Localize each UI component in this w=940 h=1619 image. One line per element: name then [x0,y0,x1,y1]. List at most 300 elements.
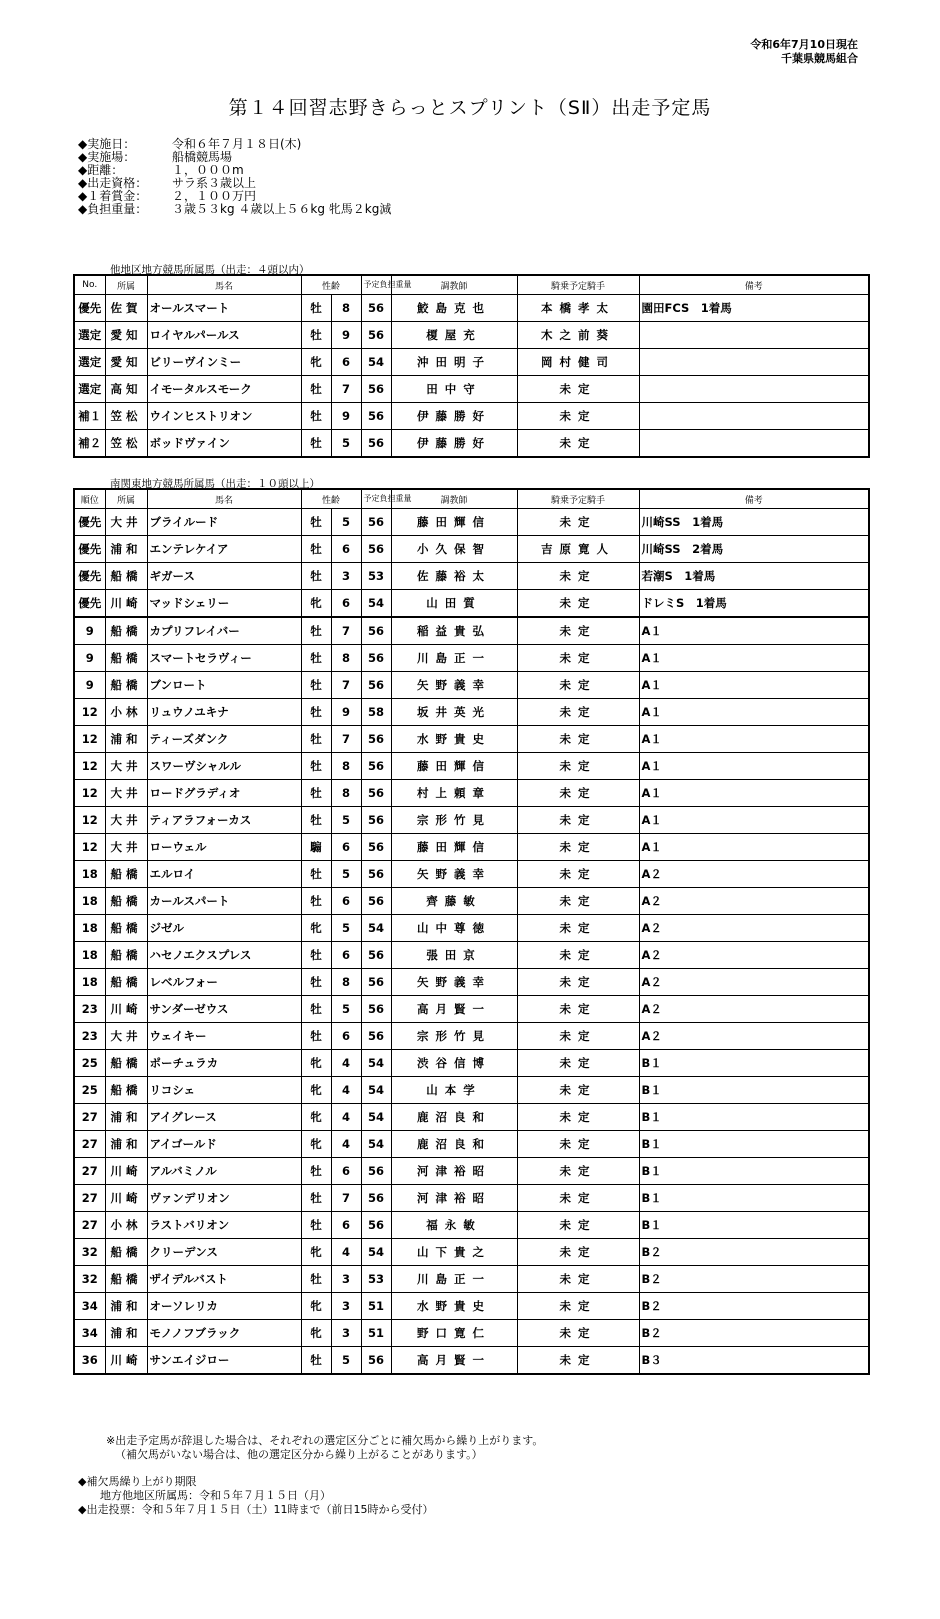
age-cell: 3 [331,1320,361,1347]
table-row [74,753,869,780]
jockey-cell: 未定 [517,1239,639,1266]
jockey-cell: 未定 [517,996,639,1023]
age-cell: 6 [331,942,361,969]
jockey-cell: 未定 [517,672,639,699]
weight-cell: 56 [361,617,391,645]
info-value: ３歳５３kg ４歳以上５６kg 牝馬２kg減 [172,202,392,216]
trainer-cell: 佐藤裕太 [391,563,517,590]
horse-name-cell: モノノフブラック [147,1320,301,1347]
age-cell: 5 [331,430,361,458]
info-value: ２，１００万円 [172,189,257,203]
info-value: １，０００m [172,163,244,177]
remarks-cell: B１ [639,1185,869,1212]
info-value: 令和６年７月１８日(木) [172,137,302,151]
rank-cell: 優先 [74,563,105,590]
sex-cell: 牝 [301,1131,331,1158]
info-label: ◆負担重量： [78,202,148,216]
jockey-cell: 未定 [517,563,639,590]
age-cell: 4 [331,1077,361,1104]
trainer-cell: 山田質 [391,590,517,618]
jockey-cell: 未定 [517,1320,639,1347]
horse-name-cell: アイゴールド [147,1131,301,1158]
sex-cell: 牝 [301,1050,331,1077]
trainer-cell: 宗形竹見 [391,807,517,834]
column-header: 騎乗予定騎手 [517,489,639,509]
column-header: 調教師 [391,275,517,295]
jockey-cell: 未定 [517,1077,639,1104]
horse-name-cell: スワーヴシャルル [147,753,301,780]
table-row [74,536,869,563]
jockey-cell: 未定 [517,1131,639,1158]
rank-cell: 25 [74,1050,105,1077]
info-label: ◆１着賞金： [78,189,148,203]
jockey-cell: 未定 [517,1212,639,1239]
remarks-cell [639,376,869,403]
trainer-cell: 川島正一 [391,645,517,672]
jockey-cell: 未定 [517,376,639,403]
age-cell: 7 [331,672,361,699]
trainer-cell: 福永敏 [391,1212,517,1239]
horse-name-cell: ギガース [147,563,301,590]
column-header: 馬名 [147,489,301,509]
sex-cell: 牝 [301,915,331,942]
weight-cell: 54 [361,349,391,376]
trainer-cell: 矢野義幸 [391,861,517,888]
trainer-cell: 矢野義幸 [391,969,517,996]
jockey-cell: 未定 [517,888,639,915]
affiliation-cell: 大井 [105,834,147,861]
jockey-cell: 未定 [517,645,639,672]
page-title: 第１４回習志野きらっとスプリント（SⅡ）出走予定馬 [228,97,712,119]
table-row [74,834,869,861]
trainer-cell: 水野貴史 [391,1293,517,1320]
weight-cell: 56 [361,295,391,322]
trainer-cell: 宗形竹見 [391,1023,517,1050]
weight-cell: 56 [361,996,391,1023]
remarks-cell: B２ [639,1293,869,1320]
jockey-cell: 未定 [517,942,639,969]
column-header: No. [74,275,105,295]
column-header: 予定負担重量 [361,489,391,509]
sex-cell: 牡 [301,1023,331,1050]
column-header: 調教師 [391,489,517,509]
table-row [74,376,869,403]
table-row [74,590,869,618]
weight-cell: 54 [361,1077,391,1104]
sex-cell: 牡 [301,1158,331,1185]
affiliation-cell: 高知 [105,376,147,403]
age-cell: 4 [331,1239,361,1266]
table1-caption: 他地区地方競馬所属馬（出走：４頭以内） [110,264,310,276]
weight-cell: 56 [361,1185,391,1212]
affiliation-cell: 船橋 [105,672,147,699]
affiliation-cell: 船橋 [105,1266,147,1293]
trainer-cell: 榎屋充 [391,322,517,349]
weight-cell: 56 [361,780,391,807]
remarks-cell: A１ [639,672,869,699]
jockey-cell: 未定 [517,861,639,888]
organization-name: 千葉県競馬組合 [781,52,858,65]
note-line-2: （補欠馬がいない場合は、他の選定区分から繰り上がることがあります。） [115,1448,483,1461]
remarks-cell: B１ [639,1050,869,1077]
weight-cell: 56 [361,861,391,888]
remarks-cell: A１ [639,834,869,861]
rank-cell: 18 [74,888,105,915]
sex-cell: 牝 [301,1239,331,1266]
table-row [74,1293,869,1320]
weight-cell: 56 [361,969,391,996]
rank-cell: 32 [74,1239,105,1266]
jockey-cell: 未定 [517,617,639,645]
trainer-cell: 野口寛仁 [391,1320,517,1347]
jockey-cell: 未定 [517,915,639,942]
jockey-cell: 未定 [517,1158,639,1185]
affiliation-cell: 愛知 [105,349,147,376]
affiliation-cell: 船橋 [105,915,147,942]
table-row [74,322,869,349]
horse-name-cell: ブライルード [147,509,301,536]
weight-cell: 54 [361,1050,391,1077]
sex-cell: 牡 [301,942,331,969]
age-cell: 8 [331,295,361,322]
age-cell: 5 [331,509,361,536]
horse-name-cell: エンテレケイア [147,536,301,563]
column-header: 備考 [639,275,869,295]
age-cell: 3 [331,563,361,590]
horse-name-cell: レベルフォー [147,969,301,996]
info-value: 船橋競馬場 [172,150,233,164]
rank-cell: 12 [74,834,105,861]
table-row [74,1266,869,1293]
horse-name-cell: マッドシェリー [147,590,301,618]
remarks-cell [639,403,869,430]
remarks-cell [639,349,869,376]
table2-caption: 南関東地方競馬所属馬（出走：１０頭以上） [110,478,320,490]
affiliation-cell: 船橋 [105,1077,147,1104]
table-row [74,430,869,458]
trainer-cell: 河津裕昭 [391,1158,517,1185]
weight-cell: 54 [361,1239,391,1266]
affiliation-cell: 小林 [105,1212,147,1239]
jockey-cell: 未定 [517,1347,639,1375]
affiliation-cell: 浦和 [105,1104,147,1131]
horse-name-cell: ビリーヴインミー [147,349,301,376]
trainer-cell: 鹿沼良和 [391,1131,517,1158]
trainer-cell: 高月賢一 [391,1347,517,1375]
affiliation-cell: 川崎 [105,1347,147,1375]
age-cell: 8 [331,780,361,807]
info-label: ◆実施場： [78,150,136,164]
remarks-cell: A１ [639,726,869,753]
entry-vote: ◆出走投票：令和５年７月１５日（土）11時まで（前日15時から受付） [78,1503,434,1516]
jockey-cell: 未定 [517,1293,639,1320]
table-row [74,403,869,430]
table-row [74,1212,869,1239]
jockey-cell: 未定 [517,403,639,430]
jockey-cell: 未定 [517,590,639,618]
affiliation-cell: 浦和 [105,1293,147,1320]
horse-name-cell: サンエイジロー [147,1347,301,1375]
horse-name-cell: カプリフレイバー [147,617,301,645]
sex-cell: 牡 [301,672,331,699]
info-label: ◆実施日： [78,137,136,151]
age-cell: 5 [331,915,361,942]
affiliation-cell: 大井 [105,807,147,834]
horse-name-cell: クリーデンス [147,1239,301,1266]
weight-cell: 56 [361,1023,391,1050]
affiliation-cell: 船橋 [105,888,147,915]
horse-name-cell: オーソレリカ [147,1293,301,1320]
horse-name-cell: ティーズダンク [147,726,301,753]
info-label: ◆出走資格： [78,176,148,190]
age-cell: 6 [331,888,361,915]
age-cell: 8 [331,969,361,996]
age-cell: 3 [331,1266,361,1293]
trainer-cell: 高月賢一 [391,996,517,1023]
remarks-cell: A１ [639,807,869,834]
age-cell: 5 [331,861,361,888]
age-cell: 5 [331,1347,361,1375]
column-header: 性齢 [301,275,361,295]
age-cell: 6 [331,834,361,861]
horse-name-cell: ブンロート [147,672,301,699]
remarks-cell: B３ [639,1347,869,1375]
rank-cell: 18 [74,969,105,996]
affiliation-cell: 川崎 [105,1185,147,1212]
sex-cell: 牝 [301,1077,331,1104]
horse-name-cell: サンダーゼウス [147,996,301,1023]
table-row [74,563,869,590]
remarks-cell: A２ [639,915,869,942]
trainer-cell: 藤田輝信 [391,509,517,536]
table-row [74,861,869,888]
trainer-cell: 稲益貴弘 [391,617,517,645]
sex-cell: 牡 [301,1347,331,1375]
weight-cell: 56 [361,834,391,861]
jockey-cell: 未定 [517,780,639,807]
weight-cell: 56 [361,645,391,672]
horse-name-cell: エルロイ [147,861,301,888]
horse-name-cell: ボッドヴァイン [147,430,301,458]
trainer-cell: 伊藤勝好 [391,403,517,430]
rank-cell: 優先 [74,509,105,536]
sex-cell: 牡 [301,1185,331,1212]
jockey-cell: 未定 [517,430,639,458]
affiliation-cell: 浦和 [105,726,147,753]
sex-cell: 牡 [301,969,331,996]
sex-cell: 牡 [301,888,331,915]
affiliation-cell: 大井 [105,509,147,536]
horse-name-cell: イモータルスモーク [147,376,301,403]
sex-cell: 牝 [301,1320,331,1347]
remarks-cell: B１ [639,1212,869,1239]
rank-cell: 25 [74,1077,105,1104]
horse-name-cell: ウインヒストリオン [147,403,301,430]
age-cell: 6 [331,1212,361,1239]
horse-name-cell: ハセノエクスプレス [147,942,301,969]
jockey-cell: 未定 [517,1023,639,1050]
table-row [74,509,869,536]
affiliation-cell: 佐賀 [105,295,147,322]
rank-cell: 優先 [74,295,105,322]
rank-cell: 12 [74,807,105,834]
affiliation-cell: 笠松 [105,430,147,458]
age-cell: 7 [331,617,361,645]
rank-cell: 優先 [74,590,105,618]
trainer-cell: 川島正一 [391,1266,517,1293]
rank-cell: 34 [74,1320,105,1347]
horse-name-cell: ウェイキー [147,1023,301,1050]
race-info [78,138,391,216]
age-cell: 8 [331,645,361,672]
weight-cell: 58 [361,699,391,726]
horse-name-cell: オールスマート [147,295,301,322]
weight-cell: 53 [361,1266,391,1293]
trainer-cell: 伊藤勝好 [391,430,517,458]
rank-cell: 選定 [74,349,105,376]
jockey-cell: 未定 [517,753,639,780]
rank-cell: 18 [74,915,105,942]
affiliation-cell: 大井 [105,780,147,807]
column-header: 所属 [105,489,147,509]
remarks-cell: A２ [639,942,869,969]
remarks-cell [639,322,869,349]
info-label: ◆距離： [78,163,124,177]
document-date-header [750,38,858,66]
rank-cell: 9 [74,672,105,699]
rank-cell: 27 [74,1185,105,1212]
table-row [74,1023,869,1050]
affiliation-cell: 船橋 [105,1050,147,1077]
note-line-1: ※出走予定馬が辞退した場合は、それぞれの選定区分ごとに補欠馬から繰り上がります。 [106,1434,544,1447]
south-kanto-entries-table [73,488,870,1375]
jockey-cell: 未定 [517,969,639,996]
sex-cell: 牝 [301,590,331,618]
table-row [74,1104,869,1131]
horse-name-cell: ヴァンデリオン [147,1185,301,1212]
weight-cell: 56 [361,942,391,969]
sex-cell: 牡 [301,645,331,672]
remarks-cell: 園田FCS 1着馬 [639,295,869,322]
remarks-cell: A２ [639,996,869,1023]
remarks-cell: A１ [639,699,869,726]
affiliation-cell: 大井 [105,1023,147,1050]
as-of-date: 令和6年7月10日現在 [750,38,858,51]
table-row [74,295,869,322]
table-header-row [74,489,869,509]
deadline-value: 地方他地区所属馬：令和５年７月１５日（月） [100,1489,331,1502]
rank-cell: 12 [74,699,105,726]
remarks-cell: A１ [639,645,869,672]
rank-cell: 18 [74,942,105,969]
table-row [74,1320,869,1347]
remarks-cell: B２ [639,1320,869,1347]
weight-cell: 54 [361,590,391,618]
rank-cell: 27 [74,1104,105,1131]
age-cell: 6 [331,349,361,376]
horse-name-cell: リュウノユキナ [147,699,301,726]
affiliation-cell: 川崎 [105,1158,147,1185]
weight-cell: 56 [361,888,391,915]
weight-cell: 54 [361,1131,391,1158]
age-cell: 6 [331,1158,361,1185]
table-row [74,780,869,807]
table-row [74,672,869,699]
trainer-cell: 小久保智 [391,536,517,563]
affiliation-cell: 船橋 [105,942,147,969]
horse-name-cell: ティアラフォーカス [147,807,301,834]
age-cell: 4 [331,1131,361,1158]
weight-cell: 56 [361,753,391,780]
table-row [74,1347,869,1375]
sex-cell: 牡 [301,1266,331,1293]
remarks-cell: A１ [639,617,869,645]
jockey-cell: 未定 [517,807,639,834]
remarks-cell: B１ [639,1131,869,1158]
rank-cell: 9 [74,645,105,672]
trainer-cell: 村上頼章 [391,780,517,807]
trainer-cell: 沖田明子 [391,349,517,376]
rank-cell: 34 [74,1293,105,1320]
rank-cell: 12 [74,726,105,753]
jockey-cell: 未定 [517,699,639,726]
weight-cell: 56 [361,1158,391,1185]
remarks-cell: A１ [639,753,869,780]
trainer-cell: 水野貴史 [391,726,517,753]
affiliation-cell: 愛知 [105,322,147,349]
age-cell: 5 [331,996,361,1023]
table-header-row [74,275,869,295]
affiliation-cell: 船橋 [105,969,147,996]
sex-cell: 騸 [301,834,331,861]
sex-cell: 牡 [301,753,331,780]
remarks-cell: B１ [639,1077,869,1104]
table-row [74,942,869,969]
rank-cell: 9 [74,617,105,645]
horse-name-cell: ジゼル [147,915,301,942]
trainer-cell: 河津裕昭 [391,1185,517,1212]
sex-cell: 牡 [301,536,331,563]
jockey-cell: 未定 [517,509,639,536]
jockey-cell: 本橋孝太 [517,295,639,322]
age-cell: 5 [331,807,361,834]
table-row [74,726,869,753]
remarks-cell: B１ [639,1158,869,1185]
remarks-cell: 川崎SS 1着馬 [639,509,869,536]
age-cell: 9 [331,322,361,349]
trainer-cell: 張田京 [391,942,517,969]
rank-cell: 27 [74,1131,105,1158]
sex-cell: 牝 [301,349,331,376]
column-header: 備考 [639,489,869,509]
sex-cell: 牡 [301,861,331,888]
remarks-cell: A２ [639,861,869,888]
column-header: 所属 [105,275,147,295]
sex-cell: 牡 [301,699,331,726]
weight-cell: 54 [361,915,391,942]
age-cell: 9 [331,403,361,430]
jockey-cell: 未定 [517,834,639,861]
weight-cell: 56 [361,509,391,536]
table-row [74,1050,869,1077]
column-header: 馬名 [147,275,301,295]
affiliation-cell: 船橋 [105,645,147,672]
trainer-cell: 藤田輝信 [391,753,517,780]
rank-cell: 18 [74,861,105,888]
table-row [74,807,869,834]
rank-cell: 補１ [74,403,105,430]
weight-cell: 56 [361,1347,391,1375]
